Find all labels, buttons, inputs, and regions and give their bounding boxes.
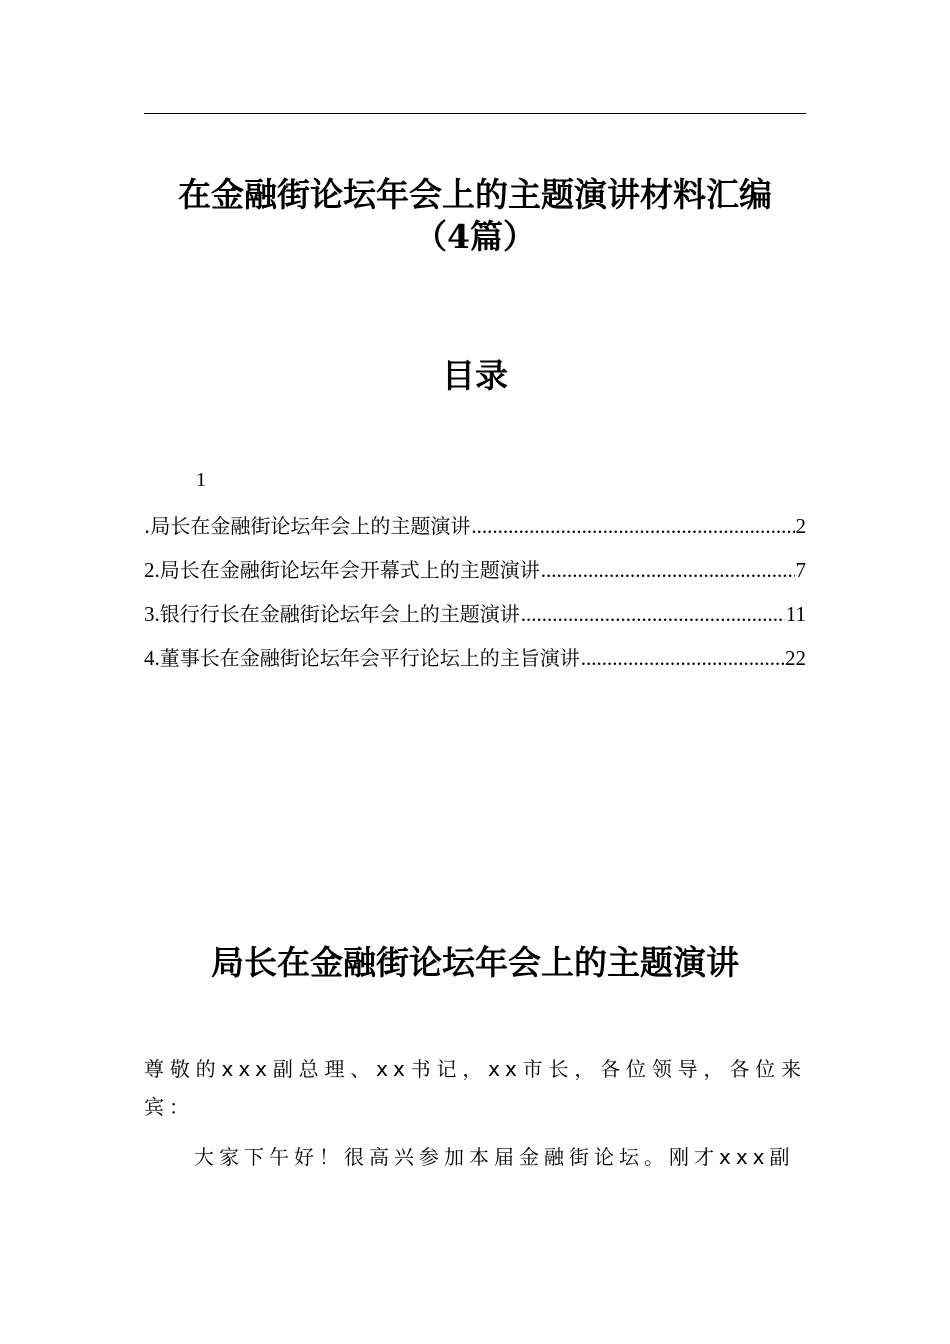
toc-entry-label: .局长在金融街论坛年会上的主题演讲 (144, 514, 471, 538)
toc-entry-4[interactable] (144, 643, 806, 687)
toc-entry-1[interactable] (144, 511, 806, 555)
toc-entry-label: 银行行长在金融街论坛年会上的主题演讲 (159, 602, 520, 626)
top-horizontal-rule (144, 113, 806, 114)
document-title: 在金融街论坛年会上的主题演讲材料汇编 (178, 175, 772, 214)
table-of-contents (144, 511, 806, 687)
document-subtitle-count: （4篇） (414, 217, 536, 256)
toc-dot-leader (471, 511, 794, 541)
toc-entry-number: 3. (144, 602, 160, 626)
toc-entry-label: 董事长在金融街论坛年会平行论坛上的主旨演讲 (159, 646, 580, 670)
toc-entry-page: 7 (795, 558, 806, 582)
body-paragraph: 大家下午好！很高兴参加本届金融街论坛。刚才xxx副 (194, 1145, 795, 1169)
toc-dot-leader (521, 599, 785, 629)
toc-entry-label: 局长在金融街论坛年会开幕式上的主题演讲 (159, 558, 540, 582)
toc-entry-3[interactable] (144, 599, 806, 643)
speech-title: 局长在金融街论坛年会上的主题演讲 (211, 943, 739, 982)
toc-dot-leader (581, 643, 784, 673)
toc-entry-page: 11 (785, 602, 806, 626)
toc-entry-number: 2. (144, 558, 160, 582)
toc-entry-number: 4. (144, 646, 160, 670)
salutation-paragraph: 尊敬的xxx副总理、xx书记，xx市长，各位领导，各位来宾： (144, 1057, 806, 1119)
toc-dot-leader (541, 555, 795, 585)
toc-entry-2[interactable] (144, 555, 806, 599)
toc-entry-page: 22 (785, 646, 806, 670)
toc-heading: 目录 (442, 356, 508, 395)
toc-entry-page: 2 (795, 514, 806, 538)
toc-prefix-number: 1 (196, 469, 206, 491)
